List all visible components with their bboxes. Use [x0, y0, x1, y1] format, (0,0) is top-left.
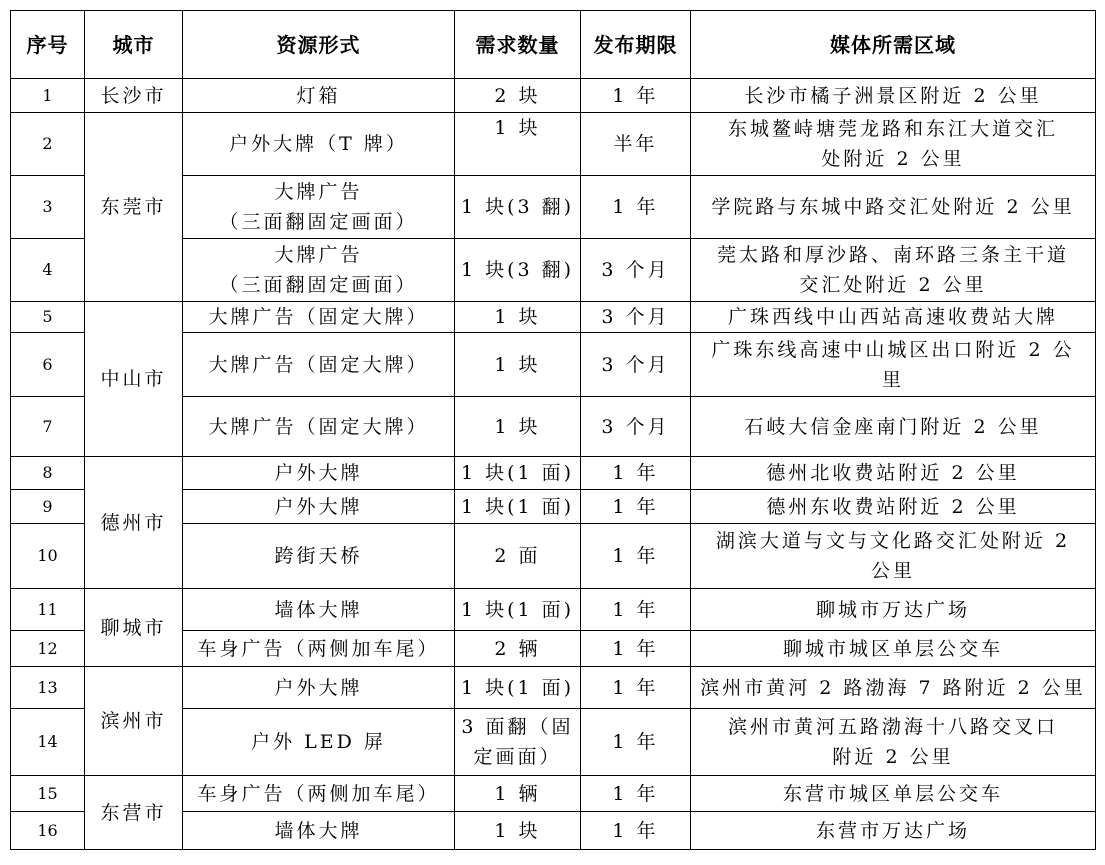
area-line: 广珠东线高速中山城区出口附近 2 公	[711, 338, 1075, 361]
form-cell: 车身广告（两侧加车尾）	[183, 776, 455, 812]
period-cell: 1 年	[581, 667, 691, 709]
period-cell: 半年	[581, 113, 691, 176]
area-cell: 聊城市万达广场	[691, 589, 1096, 631]
area-cell	[691, 113, 1096, 176]
header-area: 媒体所需区域	[691, 11, 1096, 79]
form-cell: 墙体大牌	[183, 589, 455, 631]
qty-cell: 2 辆	[455, 631, 581, 667]
period-cell: 1 年	[581, 631, 691, 667]
form-cell	[183, 176, 455, 239]
seq-cell: 12	[11, 631, 85, 667]
seq-cell: 14	[11, 709, 85, 776]
form-cell: 户外大牌（T 牌）	[183, 113, 455, 176]
area-cell: 东营市城区单层公交车	[691, 776, 1096, 812]
period-cell: 1 年	[581, 176, 691, 239]
header-row	[11, 11, 1096, 79]
qty-cell: 1 块(1 面)	[455, 457, 581, 490]
city-cell: 德州市	[85, 457, 183, 589]
period-cell: 3 个月	[581, 239, 691, 302]
form-cell: 户外 LED 屏	[183, 709, 455, 776]
table-row	[11, 776, 1096, 812]
city-cell: 滨州市	[85, 667, 183, 776]
seq-cell: 2	[11, 113, 85, 176]
form-line: （三面翻固定画面）	[219, 274, 418, 296]
city-cell: 东营市	[85, 776, 183, 850]
qty-cell: 1 块(3 翻)	[455, 176, 581, 239]
form-cell: 大牌广告（固定大牌）	[183, 302, 455, 333]
area-line: 里	[881, 368, 904, 391]
table-row	[11, 589, 1096, 631]
city-cell: 聊城市	[85, 589, 183, 667]
area-cell: 广珠西线中山西站高速收费站大牌	[691, 302, 1096, 333]
seq-cell: 9	[11, 490, 85, 524]
form-cell: 大牌广告（固定大牌）	[183, 333, 455, 397]
table-row	[11, 457, 1096, 490]
seq-cell: 5	[11, 302, 85, 333]
qty-cell: 2 块	[455, 79, 581, 113]
seq-cell: 8	[11, 457, 85, 490]
period-cell: 1 年	[581, 709, 691, 776]
seq-cell: 3	[11, 176, 85, 239]
header-seq: 序号	[11, 11, 85, 79]
qty-cell: 1 块(3 翻)	[455, 239, 581, 302]
period-cell: 1 年	[581, 457, 691, 490]
period-cell: 1 年	[581, 79, 691, 113]
seq-cell: 15	[11, 776, 85, 812]
area-cell: 滨州市黄河 2 路渤海 7 路附近 2 公里	[691, 667, 1096, 709]
form-cell: 跨街天桥	[183, 524, 455, 589]
table-row	[11, 113, 1096, 176]
form-line: 大牌广告	[274, 181, 363, 203]
period-cell: 3 个月	[581, 333, 691, 397]
seq-cell: 1	[11, 79, 85, 113]
form-cell: 户外大牌	[183, 667, 455, 709]
qty-cell: 1 块(1 面)	[455, 589, 581, 631]
form-cell: 户外大牌	[183, 490, 455, 524]
area-cell: 东营市万达广场	[691, 812, 1096, 850]
city-cell: 长沙市	[85, 79, 183, 113]
form-line: 大牌广告	[274, 244, 363, 266]
qty-cell: 1 块(1 面)	[455, 490, 581, 524]
qty-cell: 1 辆	[455, 776, 581, 812]
resource-table	[10, 10, 1096, 850]
city-cell: 中山市	[85, 302, 183, 457]
header-period: 发布期限	[581, 11, 691, 79]
form-cell: 户外大牌	[183, 457, 455, 490]
area-cell: 德州东收费站附近 2 公里	[691, 490, 1096, 524]
area-cell	[691, 239, 1096, 302]
qty-line: 3 面翻（固	[461, 716, 574, 738]
area-cell: 石岐大信金座南门附近 2 公里	[691, 397, 1096, 457]
table-row	[11, 79, 1096, 113]
period-cell: 3 个月	[581, 397, 691, 457]
seq-cell: 11	[11, 589, 85, 631]
seq-cell: 7	[11, 397, 85, 457]
qty-cell: 1 块	[455, 397, 581, 457]
header-form: 资源形式	[183, 11, 455, 79]
table-row	[11, 302, 1096, 333]
qty-cell: 2 面	[455, 524, 581, 589]
seq-cell: 6	[11, 333, 85, 397]
qty-cell: 1 块(1 面)	[455, 667, 581, 709]
area-cell	[691, 524, 1096, 589]
header-city: 城市	[85, 11, 183, 79]
qty-cell: 1 块	[455, 812, 581, 850]
qty-line: 定画面）	[473, 746, 562, 768]
period-cell: 1 年	[581, 776, 691, 812]
form-cell: 灯箱	[183, 79, 455, 113]
header-qty: 需求数量	[455, 11, 581, 79]
form-cell	[183, 239, 455, 302]
form-cell: 车身广告（两侧加车尾）	[183, 631, 455, 667]
area-cell	[691, 709, 1096, 776]
period-cell: 3 个月	[581, 302, 691, 333]
area-line: 湖滨大道与文与文化路交汇处附近 2	[715, 530, 1071, 552]
area-line: 滨州市黄河五路渤海十八路交叉口	[727, 716, 1058, 738]
qty-cell: 1 块	[455, 333, 581, 397]
period-cell: 1 年	[581, 812, 691, 850]
area-cell: 长沙市橘子洲景区附近 2 公里	[691, 79, 1096, 113]
area-line: 处附近 2 公里	[821, 148, 965, 170]
seq-cell: 13	[11, 667, 85, 709]
area-cell	[691, 333, 1096, 397]
area-line: 交汇处附近 2 公里	[799, 274, 987, 296]
form-cell: 墙体大牌	[183, 812, 455, 850]
qty-cell: 1 块	[455, 302, 581, 333]
seq-cell: 4	[11, 239, 85, 302]
area-cell: 聊城市城区单层公交车	[691, 631, 1096, 667]
area-cell: 学院路与东城中路交汇处附近 2 公里	[691, 176, 1096, 239]
form-line: （三面翻固定画面）	[219, 211, 418, 233]
area-line: 公里	[870, 560, 915, 582]
table-row	[11, 667, 1096, 709]
city-cell: 东莞市	[85, 113, 183, 302]
period-cell: 1 年	[581, 589, 691, 631]
qty-cell: 1 块	[455, 113, 581, 176]
area-line: 东城鳌峙塘莞龙路和东江大道交汇	[727, 118, 1058, 140]
seq-cell: 10	[11, 524, 85, 589]
period-cell: 1 年	[581, 490, 691, 524]
period-cell: 1 年	[581, 524, 691, 589]
form-cell: 大牌广告（固定大牌）	[183, 397, 455, 457]
qty-cell	[455, 709, 581, 776]
area-line: 莞太路和厚沙路、南环路三条主干道	[716, 244, 1069, 266]
seq-cell: 16	[11, 812, 85, 850]
area-cell: 德州北收费站附近 2 公里	[691, 457, 1096, 490]
area-line: 附近 2 公里	[832, 746, 954, 768]
